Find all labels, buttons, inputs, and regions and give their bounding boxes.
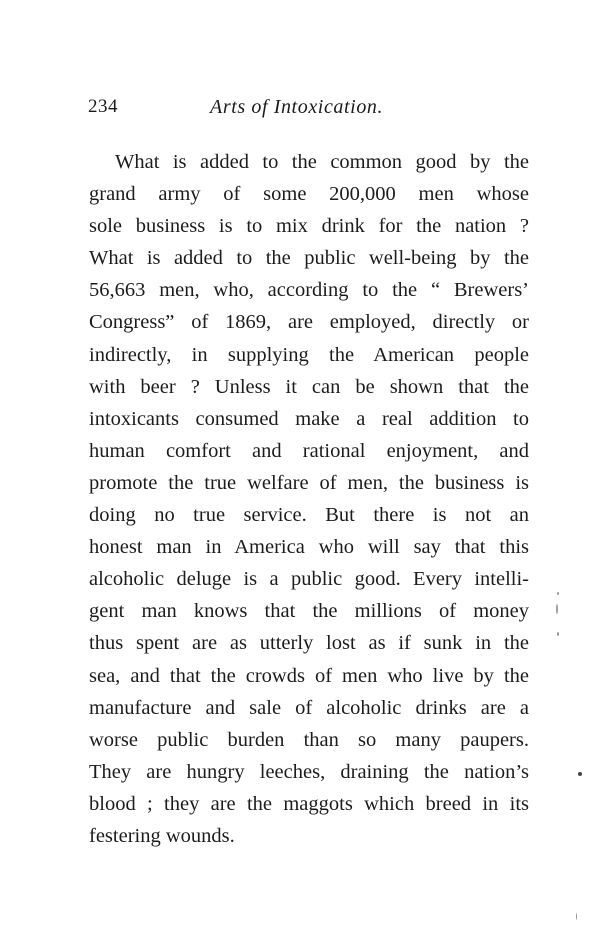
scan-speck (576, 913, 577, 920)
text-line: 56,663 men, who, according to the “ Brewers’ (89, 279, 529, 302)
scan-speck (557, 632, 559, 636)
text-line: with beer ? Unless it can be shown that the (89, 375, 529, 398)
scan-speck (556, 604, 558, 614)
scan-speck (557, 592, 559, 595)
running-head (88, 96, 528, 122)
page-number: 234 (88, 96, 118, 117)
text-line: grand army of some 200,000 men whose (89, 183, 529, 206)
text-line: thus spent are as utterly lost as if sunk in the (89, 632, 529, 655)
text-line: gent man knows that the millions of money (89, 600, 529, 623)
text-line: manufacture and sale of alcoholic drinks are a (89, 696, 529, 719)
scan-speck (578, 772, 582, 776)
text-line: alcoholic deluge is a public good. Every intelli- (89, 568, 529, 591)
text-line: honest man in America who will say that this (89, 536, 529, 559)
text-line: festering wounds. (89, 824, 235, 847)
text-line: sea, and that the crowds of men who live by the (89, 664, 529, 687)
text-line: indirectly, in supplying the American people (89, 343, 529, 366)
body-paragraph (89, 146, 529, 852)
text-line: sole business is to mix drink for the nation ? (89, 215, 529, 238)
text-line: What is added to the common good by the (115, 151, 529, 173)
text-line: intoxicants consumed make a real addition to (89, 407, 529, 430)
text-line: What is added to the public well-being by the (89, 247, 529, 270)
text-line: promote the true welfare of men, the business is (89, 471, 529, 494)
text-line: worse public burden than so many paupers. (89, 728, 529, 751)
text-line: human comfort and rational enjoyment, and (89, 439, 529, 462)
text-line: They are hungry leeches, draining the nation’s (89, 760, 529, 783)
text-line: Congress” of 1869, are employed, directly or (89, 311, 529, 334)
running-title: Arts of Intoxication. (210, 96, 384, 118)
text-line: doing no true service. But there is not an (89, 504, 529, 527)
text-line: blood ; they are the maggots which breed in its (89, 792, 529, 815)
